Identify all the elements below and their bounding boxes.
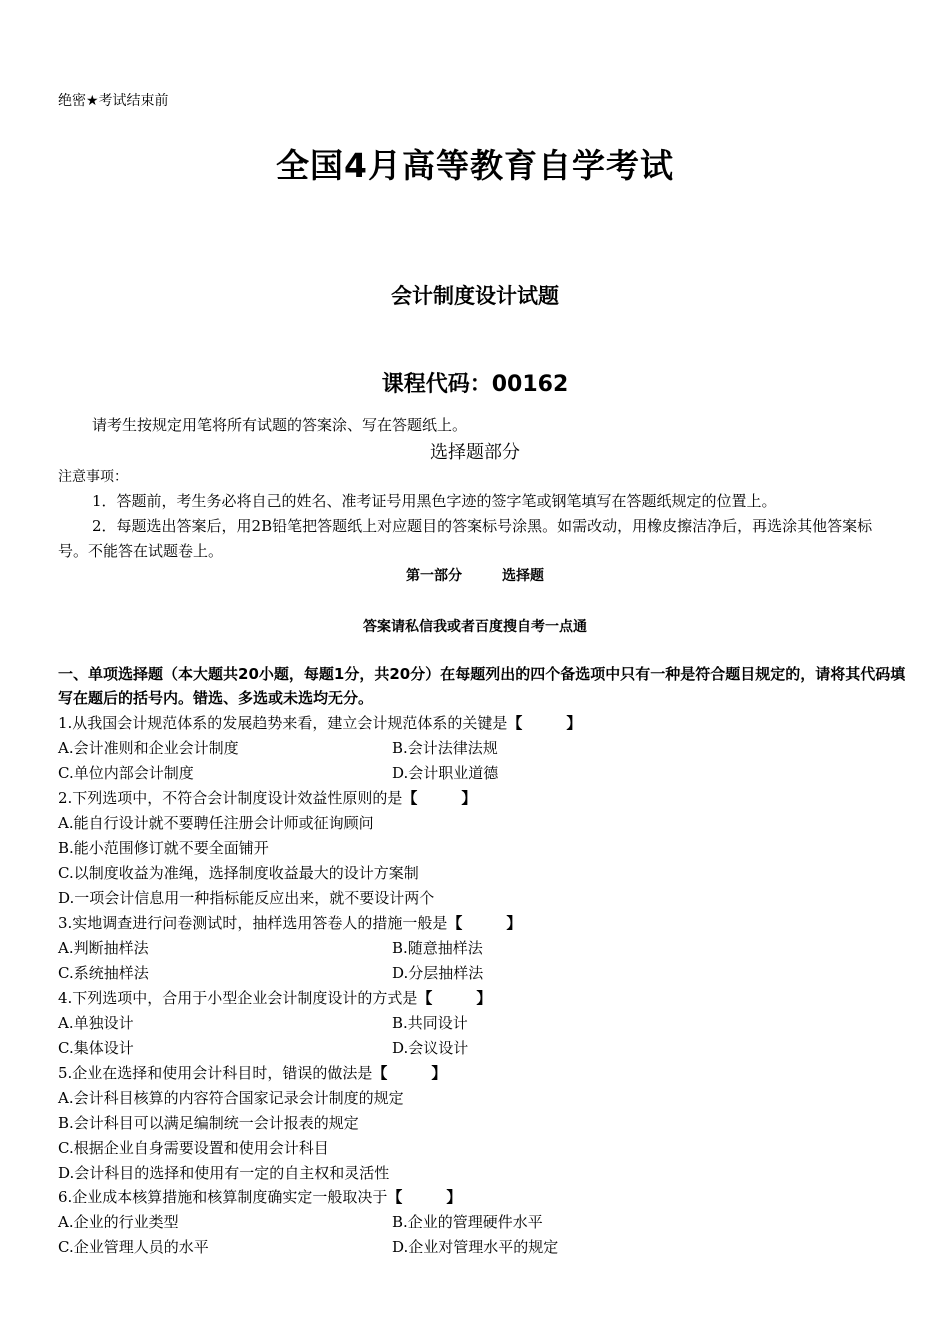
answer-bracket: 【 】 [507, 714, 582, 732]
option: B.会计法律法规 [392, 739, 498, 757]
option: A.能自行设计就不要聘任注册会计师或征询顾问 [58, 814, 374, 832]
option: B.企业的管理硬件水平 [392, 1213, 543, 1231]
option: A.单独设计 [58, 1014, 134, 1032]
question-stem [58, 987, 491, 1008]
option: C.以制度收益为准绳，选择制度收益最大的设计方案制 [58, 864, 419, 882]
part-heading [0, 565, 950, 585]
question-stem [58, 787, 476, 808]
option: A.会计科目核算的内容符合国家记录会计制度的规定 [58, 1089, 404, 1107]
question-stem [58, 912, 521, 933]
subject-title: 会计制度设计试题 [391, 284, 559, 308]
part-label: 第一部分 [406, 568, 462, 584]
notes-heading: 注意事项： [58, 469, 128, 485]
answer-bracket: 【 】 [402, 789, 477, 807]
answer-bracket: 【 】 [417, 989, 492, 1007]
option: C.系统抽样法 [58, 964, 149, 982]
answer-note: 答案请私信我或者百度搜自考一点通 [363, 619, 587, 635]
option: D.分层抽样法 [392, 964, 484, 982]
option: D.企业对管理水平的规定 [392, 1238, 559, 1256]
option: C.单位内部会计制度 [58, 764, 194, 782]
option: D.会议设计 [392, 1039, 469, 1057]
question-text: 6.企业成本核算措施和核算制度确实定一般取决于 [58, 1188, 388, 1206]
course-code: 课程代码：00162 [381, 372, 569, 397]
note-item: 2．每题选出答案后，用2B铅笔把答题纸上对应题目的答案标号涂黑。如需改动，用橡皮擦洁净后，再选涂其他答案标号。不能答在试题卷上。 [58, 517, 873, 560]
question-stem [58, 712, 581, 733]
instruction: 请考生按规定用笔将所有试题的答案涂、写在答题纸上。 [92, 416, 468, 434]
question-stem [58, 1062, 446, 1083]
option: B.能小范围修订就不要全面铺开 [58, 839, 269, 857]
question-text: 5.企业在选择和使用会计科目时，错误的做法是 [58, 1064, 373, 1082]
secret-mark: 绝密★考试结束前 [58, 93, 169, 109]
option: D.会计科目的选择和使用有一定的自主权和灵活性 [58, 1164, 390, 1182]
section-heading: 一、单项选择题（本大题共20小题，每题1分，共20分）在每题列出的四个备选项中只有一种是符合题目规定的，请将其代码填写在题后的括号内。错选、多选或未选均无分。 [58, 665, 906, 707]
option: A.判断抽样法 [58, 939, 149, 957]
option: B.随意抽样法 [392, 939, 483, 957]
answer-bracket: 【 】 [447, 914, 522, 932]
option: D.会计职业道德 [392, 764, 499, 782]
option: C.企业管理人员的水平 [58, 1238, 209, 1256]
option: C.根据企业自身需要设置和使用会计科目 [58, 1139, 329, 1157]
note-item: 1．答题前，考生务必将自己的姓名、准考证号用黑色字迹的签字笔或钢笔填写在答题纸规定的位置上。 [92, 492, 777, 510]
question-text: 1.从我国会计规范体系的发展趋势来看，建立会计规范体系的关键是 [58, 714, 508, 732]
question-text: 3.实地调查进行问卷测试时，抽样选用答卷人的措施一般是 [58, 914, 448, 932]
option: B.会计科目可以满足编制统一会计报表的规定 [58, 1114, 359, 1132]
option: A.企业的行业类型 [58, 1213, 179, 1231]
option: C.集体设计 [58, 1039, 134, 1057]
answer-bracket: 【 】 [372, 1064, 447, 1082]
option: D.一项会计信息用一种指标能反应出来，就不要设计两个 [58, 889, 435, 907]
exam-title: 全国4月高等教育自学考试 [276, 146, 674, 185]
question-stem [58, 1186, 461, 1207]
option: A.会计准则和企业会计制度 [58, 739, 239, 757]
answer-bracket: 【 】 [387, 1188, 462, 1206]
option: B.共同设计 [392, 1014, 468, 1032]
section-title: 选择题部分 [430, 442, 520, 463]
question-text: 4.下列选项中，合用于小型企业会计制度设计的方式是 [58, 989, 418, 1007]
part-name: 选择题 [502, 568, 544, 584]
question-text: 2.下列选项中，不符合会计制度设计效益性原则的是 [58, 789, 403, 807]
